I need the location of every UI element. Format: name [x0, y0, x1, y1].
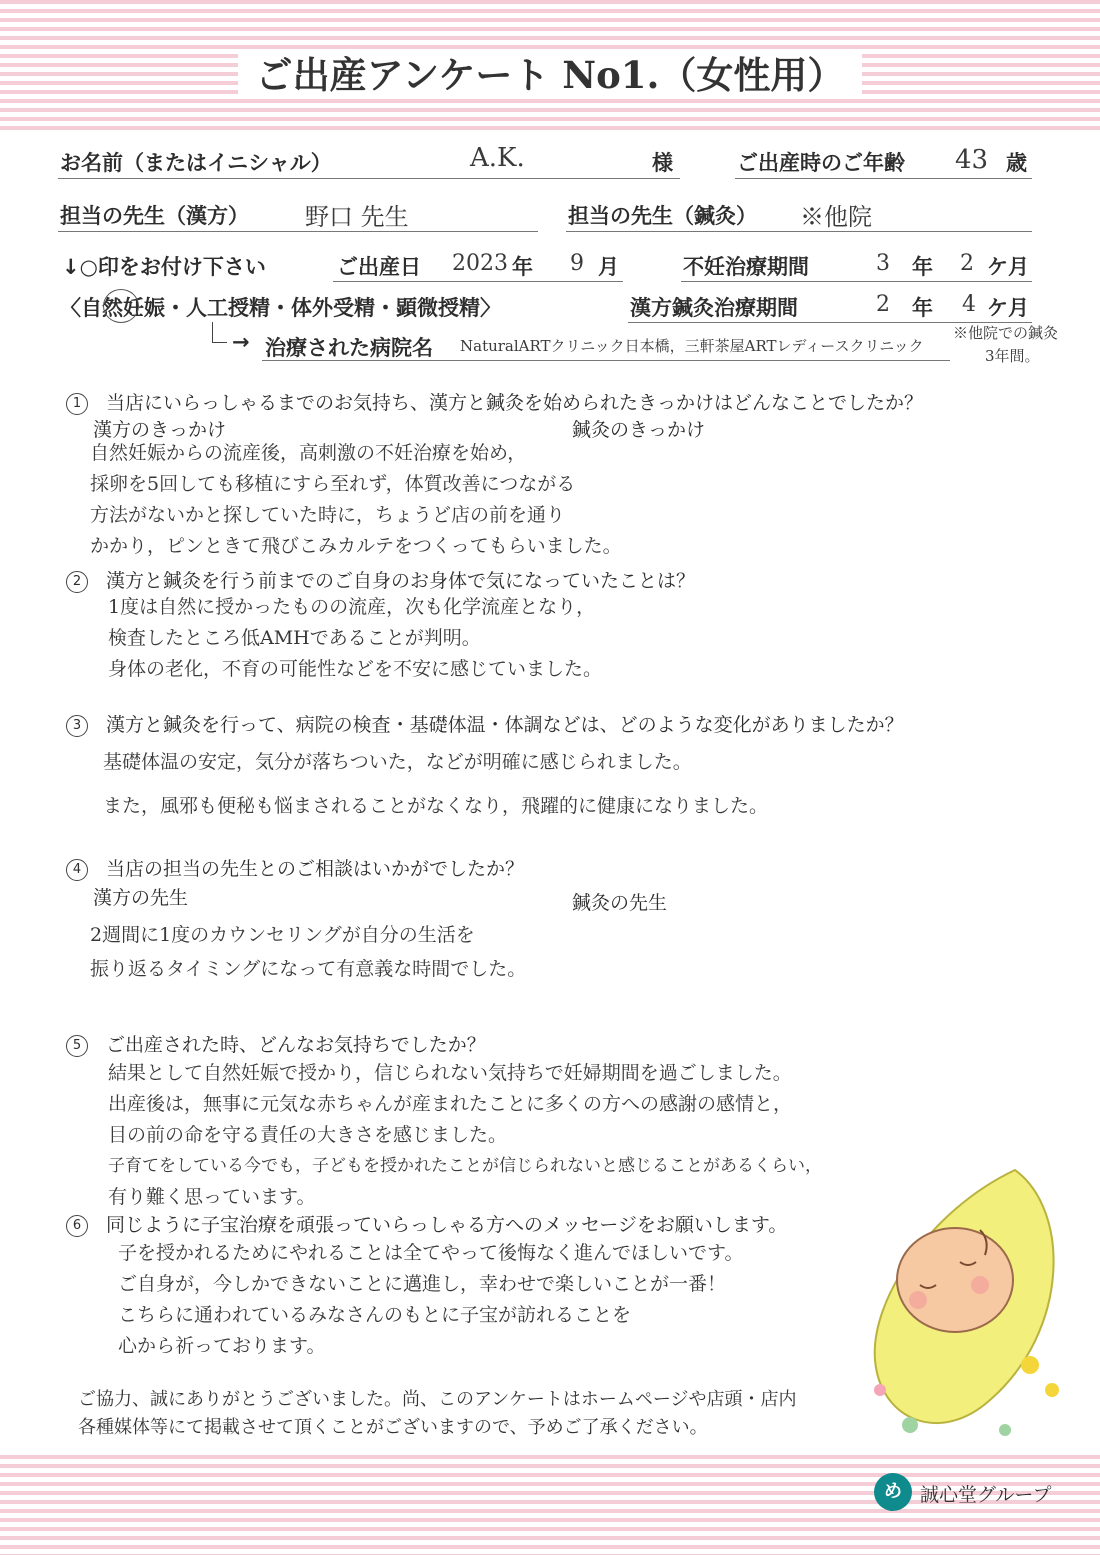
- honorific: 様: [652, 151, 673, 175]
- question-4: 4 当店の担当の先生とのご相談はいかがでしたか？: [66, 854, 524, 881]
- question-2: 2 漢方と鍼灸を行う前までのご自身のお身体で気になっていたことは？: [66, 566, 695, 593]
- treatment-month-unit: ケ月: [987, 296, 1029, 320]
- infertility-years: 3: [876, 251, 890, 276]
- question-3: 3 漢方と鍼灸を行って、病院の検査・基礎体温・体調などは、どのような変化がありましたか？: [66, 710, 904, 737]
- baby-illustration: [840, 1150, 1080, 1450]
- age-value: 43: [955, 145, 989, 175]
- treatment-years: 2: [876, 292, 890, 317]
- infertility-month-unit: ケ月: [987, 255, 1029, 279]
- year-unit: 年: [512, 255, 533, 279]
- hospital-label: 治療された病院名: [265, 336, 433, 360]
- logo-icon: め: [874, 1473, 912, 1511]
- q4-acu-label: 鍼灸の先生: [572, 892, 668, 914]
- q6-answer: 子を授かれるためにやれることは全てやって後悔なく進んでほしいです。 ご自身が，今しかできないことに邁進し，幸わせで楽しいことが一番！ こちらに通われているみなさんのもとに子宝が訪れることを 心から祈っております。: [118, 1242, 744, 1357]
- birth-date-label: ご出産日: [337, 255, 421, 279]
- q1-kampo-label: 漢方のきっかけ: [93, 419, 227, 441]
- birth-month: 9: [570, 251, 584, 276]
- logo-name: 誠心堂グループ: [920, 1484, 1052, 1506]
- hospital-arrow: →: [232, 330, 250, 354]
- month-unit: 月: [598, 255, 619, 279]
- mark-instruction: ↓○印をお付け下さい: [62, 255, 266, 279]
- q4-kampo-label: 漢方の先生: [93, 887, 189, 909]
- acu-teacher-label: 担当の先生（鍼灸）: [568, 204, 757, 228]
- age-unit: 歳: [1006, 151, 1027, 175]
- hospital-arrow-stem: [212, 322, 227, 343]
- infertility-months: 2: [960, 251, 974, 276]
- age-label: ご出産時のご年齢: [737, 151, 905, 175]
- kampo-teacher-value: 野口 先生: [305, 203, 409, 231]
- footer-note: ご協力、誠にありがとうございました。尚、このアンケートはホームページや店頭・店内 各種媒体等にて掲載させて頂くことがございますので、予めご了承ください。: [78, 1389, 797, 1438]
- birth-year: 2023: [452, 251, 508, 276]
- q2-answer: 1度は自然に授かったものの流産，次も化学流産となり， 検査したところ低AMHであることが判明。 身体の老化，不育の可能性などを不安に感じていました。: [108, 596, 603, 680]
- q5-answer: 結果として自然妊娠で授かり，信じられない気持ちで妊婦期間を過ごしました。 出産後は，無事に元気な赤ちゃんが産まれたことに多くの方への感謝の感情と， 目の前の命を守る責任の大きさを感じました。 子育てをしている今でも，子どもを授かれたことが信じられないと感じることがあるくらい， 有り難く思っています。: [108, 1062, 822, 1208]
- acu-teacher-value: ※他院: [800, 203, 872, 231]
- q3-answer: 基礎体温の安定，気分が落ちついた，などが明確に感じられました。 また，風邪も便秘も悩まされることがなくなり，飛躍的に健康になりました。: [103, 751, 769, 817]
- infertility-year-unit: 年: [912, 255, 933, 279]
- survey-title: ご出産アンケート No1.（女性用）: [0, 45, 1100, 99]
- name-value: A.K.: [470, 143, 525, 173]
- side-note-line1: ※他院での鍼灸: [953, 324, 1059, 342]
- question-1: 1 当店にいらっしゃるまでのお気持ち、漢方と鍼灸を始められたきっかけはどんなことでしたか？: [66, 388, 923, 415]
- q4-answer: 2週間に1度のカウンセリングが自分の生活を 振り返るタイミングになって有意義な時間でした。: [90, 924, 527, 980]
- hospital-value: NaturalARTクリニック日本橋，三軒茶屋ARTレディースクリニック: [460, 337, 924, 355]
- infertility-period-label: 不妊治療期間: [683, 255, 809, 279]
- kampo-teacher-label: 担当の先生（漢方）: [60, 204, 249, 228]
- circled-mark: [103, 289, 139, 323]
- name-label: お名前（またはイニシャル）: [60, 151, 332, 175]
- pregnancy-methods: 〈自然妊娠・人工授精・体外受精・顕微授精〉: [60, 296, 501, 320]
- question-5: 5 ご出産された時、どんなお気持ちでしたか？: [66, 1030, 486, 1057]
- q1-acu-label: 鍼灸のきっかけ: [572, 419, 706, 441]
- treatment-year-unit: 年: [912, 296, 933, 320]
- treatment-period-label: 漢方鍼灸治療期間: [630, 296, 798, 320]
- q1-answer: 自然妊娠からの流産後，高刺激の不妊治療を始め， 採卵を5回しても移植にすら至れず，体質改善につながる 方法がないかと探していた時に，ちょうど店の前を通り かかり，ピンときて飛びこみカルテをつくってもらいました。: [90, 442, 622, 557]
- side-note-line2: 3年間。: [985, 347, 1040, 365]
- question-6: 6 同じように子宝治療を頑張っていらっしゃる方へのメッセージをお願いします。: [66, 1210, 787, 1237]
- treatment-months: 4: [962, 292, 976, 317]
